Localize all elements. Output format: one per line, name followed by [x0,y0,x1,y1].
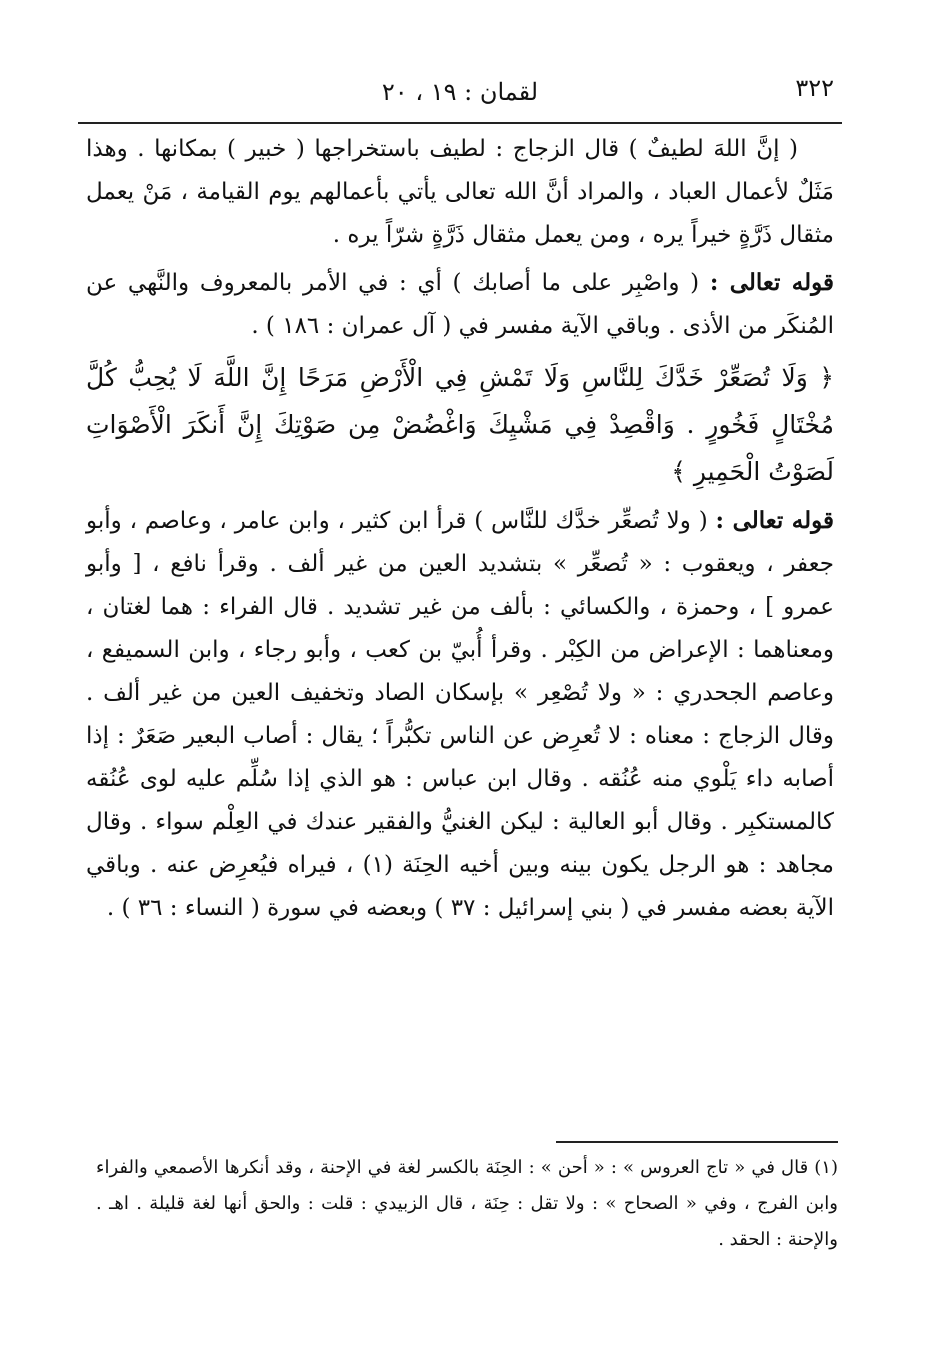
footnote-divider [556,1141,838,1143]
paragraph-3-text: ( ولا تُصعِّر خدَّك للنَّاس ) قرأ ابن كثير ، وابن عامر ، وعاصم ، وأبو جعفر ، ويعقوب : « تُصعِّر » بتشديد العين من غير ألف . وقرأ نافع ، [ وأبو عمرو ] ، وحمزة ، والكسائي : بألف من غير تشديد . قال الفراء : هما لغتان ، ومعناهما : الإعراض من الكِبْر . وقرأ أُبيّ بن كعب ، وأبو رجاء ، وابن السميفع ، وعاصم الجحدري : « ولا تُصْعِر » بإسكان الصاد وتخفيف العين من غير ألف . وقال الزجاج : معناه : لا تُعرِض عن الناس تكبُّراً ؛ يقال : أصاب البعير صَعَرٌ : إذا أصابه داء يَلْوي منه عُنُقه . وقال ابن عباس : هو الذي إذا سُلِّم عليه لوى عُنُقه كالمستكبِر . وقال أبو العالية : ليكن الغنيُّ والفقير عندك في العِلْم سواء . وقال مجاهد : هو الرجل يكون بينه وبين أخيه الحِنَة (١) ، فيراه فيُعرِض عنه . وباقي الآية بعضه مفسر في ( بني إسرائيل : ٣٧ ) وبعضه في سورة ( النساء : ٣٦ ) . [86,508,834,921]
page-header [80,60,840,112]
footnote-1: (١) قال في « تاج العروس » : « أحن » : الحِنَة بالكسر لغة في الإحنة ، وقد أنكرها الأصمعي والفراء وابن الفرج ، وفي « الصحاح » : ولا تقل : حِنَة ، قال الزبيدي : قلت : والحق أنها لغة قليلة . اهـ . والإحنة : الحقد . [96,1157,838,1250]
commentary-label: قوله تعالى : [709,269,835,296]
header-divider [78,122,842,124]
footnotes [96,1150,838,1258]
quran-verse: ﴿ وَلَا تُصَعِّرْ خَدَّكَ لِلنَّاسِ وَلَا تَمْشِ فِي الْأَرْضِ مَرَحًا إِنَّ اللَّهَ لَا يُحِبُّ كُلَّ مُخْتَالٍ فَخُورٍ . وَاقْصِدْ فِي مَشْيِكَ وَاغْضُضْ مِن صَوْتِكَ إِنَّ أَنكَرَ الْأَصْوَاتِ لَصَوْتُ الْحَمِيرِ ﴾ [86,363,834,486]
paragraph-2-text: ( واصْبِر على ما أصابك ) أي : في الأمر بالمعروف والنَّهي عن المُنكَر من الأذى . وباقي الآية مفسر في ( آل عمران : ١٨٦ ) . [86,270,834,339]
paragraph-3 [86,499,834,930]
paragraph-2 [86,261,834,348]
commentary-label: قوله تعالى : [715,507,835,534]
paragraph-1: ( إنَّ اللهَ لطيفٌ ) قال الزجاج : لطيف باستخراجها ( خبير ) بمكانها . وهذا مَثَلٌ لأعمال العباد ، والمراد أنَّ الله تعالى يأتي بأعمالهم يوم القيامة ، مَنْ يعمل مثقال ذَرَّةٍ خيراً يره ، ومن يعمل مثقال ذَرَّةٍ شرّاً يره . [86,136,834,248]
main-text [86,128,834,930]
page-number: ٣٢٢ [795,74,834,102]
running-title: لقمان : ١٩ ، ٢٠ [381,78,539,106]
